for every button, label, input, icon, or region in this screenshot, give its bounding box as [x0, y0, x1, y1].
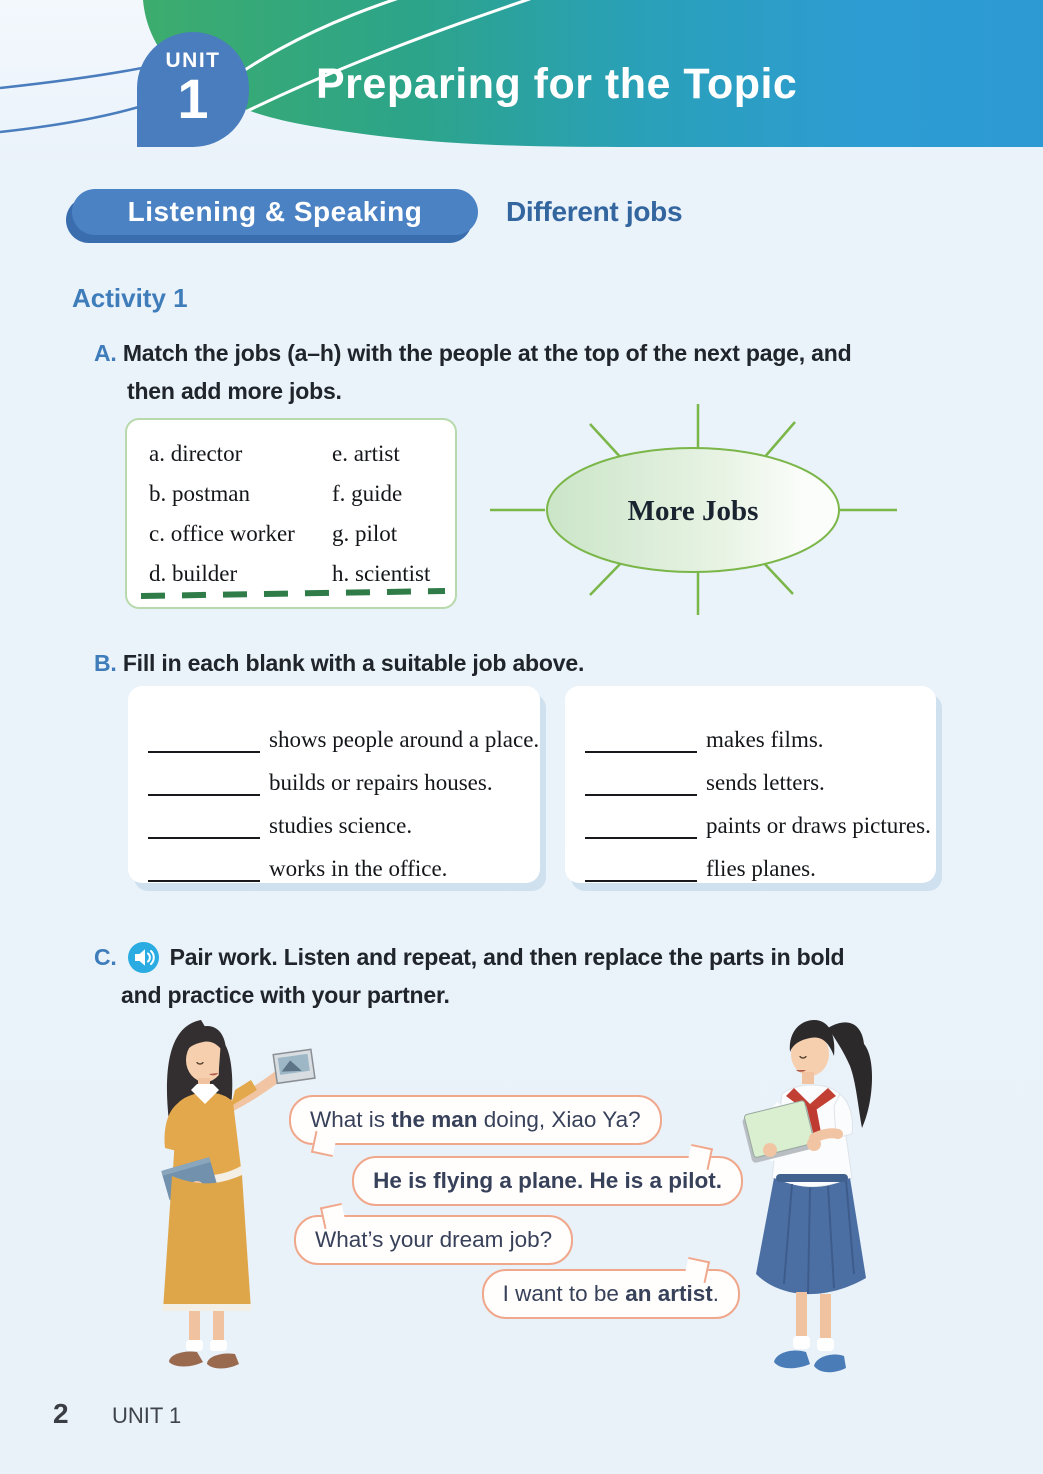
footer-unit-label: UNIT 1 — [112, 1403, 182, 1428]
woman-shoe — [207, 1353, 239, 1368]
fill-blank-row: sends letters. — [585, 753, 931, 796]
answer-blank — [148, 810, 260, 839]
job-item: d. builder — [149, 561, 238, 586]
fill-blanks-card-right — [565, 686, 936, 883]
woman-illustration — [135, 1010, 335, 1375]
fill-blank-row: shows people around a place. — [148, 710, 539, 753]
part-a-line1: A. Match the jobs (a–h) with the people at the top of the next page, and — [94, 340, 852, 366]
answer-blank — [585, 810, 697, 839]
page-number: 2 — [53, 1398, 69, 1429]
job-item: f. guide — [332, 481, 403, 506]
job-item: a. director — [149, 441, 243, 466]
answer-blank — [585, 853, 697, 882]
answer-blank — [148, 853, 260, 882]
job-item: g. pilot — [332, 521, 398, 546]
speech-bubble: What’s your dream job? — [294, 1215, 573, 1265]
job-item: e. artist — [332, 441, 400, 466]
part-b-instruction: B. Fill in each blank with a suitable job above. — [94, 650, 585, 676]
girl-skirt — [756, 1178, 866, 1294]
part-a-label: A. — [94, 340, 117, 366]
jobs-grid — [149, 434, 430, 594]
fill-blank-row: works in the office. — [148, 839, 539, 882]
answer-blank — [585, 767, 697, 796]
more-jobs-diagram — [480, 398, 910, 628]
part-b-label: B. — [94, 650, 117, 676]
fill-blank-row: flies planes. — [585, 839, 931, 882]
photo-card — [273, 1049, 315, 1083]
girl-illustration — [740, 1010, 950, 1378]
bubble-tail — [687, 1144, 713, 1170]
jobs-list-box — [125, 418, 457, 609]
activity-title: Activity 1 — [72, 283, 188, 313]
section-banner: Listening & Speaking — [72, 189, 478, 235]
more-jobs-label: More Jobs — [627, 495, 759, 527]
answer-blank — [148, 767, 260, 796]
speech-bubble: I want to be an artist. — [482, 1269, 740, 1319]
part-a-line2: then add more jobs. — [127, 378, 342, 404]
girl-shoe — [814, 1354, 846, 1372]
fill-blank-row: makes films. — [585, 710, 931, 753]
fill-blank-row: studies science. — [148, 796, 539, 839]
unit-label: UNIT — [165, 49, 221, 72]
speaker-icon — [128, 942, 159, 973]
speech-bubble: He is flying a plane. He is a pilot. — [352, 1156, 743, 1206]
unit-number: 1 — [177, 67, 209, 130]
woman-shoe — [169, 1351, 203, 1366]
fill-blanks-card-left — [128, 686, 540, 883]
decorative-blue-curve — [0, 106, 142, 132]
section-topic: Different jobs — [506, 196, 683, 227]
job-item: h. scientist — [332, 561, 431, 586]
woman-skirt — [163, 1175, 251, 1310]
part-c-line1: Pair work. Listen and repeat, and then replace the parts in bold — [169, 944, 845, 970]
answer-blank — [148, 724, 260, 753]
bubble-tail — [320, 1203, 346, 1229]
part-c-label: C. — [94, 944, 117, 970]
part-c-line2: and practice with your partner. — [121, 982, 450, 1008]
bubble-tail — [684, 1257, 710, 1283]
fill-blank-row: builds or repairs houses. — [148, 753, 539, 796]
bubble-tail — [311, 1131, 337, 1157]
decorative-blue-curve — [0, 68, 142, 88]
girl-shoe — [774, 1350, 810, 1368]
part-c-instruction — [94, 938, 994, 1014]
job-item: b. postman — [149, 481, 250, 506]
answer-blank — [585, 724, 697, 753]
page-title: Preparing for the Topic — [316, 60, 798, 108]
unit-badge — [137, 32, 249, 147]
dashed-underline — [137, 586, 449, 600]
job-item: c. office worker — [149, 521, 295, 546]
speech-bubble: What is the man doing, Xiao Ya? — [289, 1095, 662, 1145]
fill-blank-row: paints or draws pictures. — [585, 796, 931, 839]
